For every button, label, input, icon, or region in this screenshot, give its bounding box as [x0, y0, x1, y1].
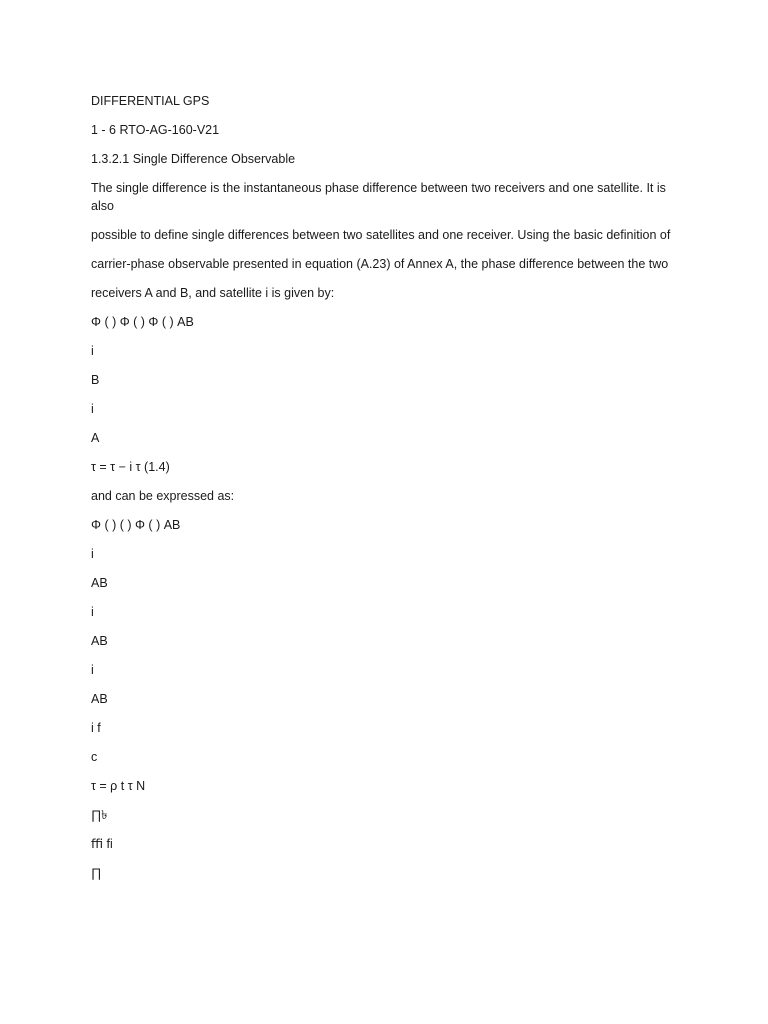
equation-fragment: i	[91, 402, 94, 416]
equation-fragment: AB	[91, 634, 108, 648]
equation-fragment: Φ ( ) Φ ( ) Φ ( ) AB	[91, 315, 194, 329]
paragraph-line: The single difference is the instantaneous phase difference between two receivers and one satellite. It is also	[91, 181, 666, 213]
equation-fragment: i	[91, 605, 94, 619]
paragraph-line: receivers A and B, and satellite i is given by:	[91, 286, 335, 300]
equation-fragment: i	[91, 663, 94, 677]
paragraph-line: carrier-phase observable presented in equation (A.23) of Annex A, the phase difference between the two	[91, 257, 669, 271]
equation-fragment: ∏৳	[91, 808, 108, 822]
equation-fragment: τ = τ − i τ (1.4)	[91, 460, 170, 474]
document-title: DIFFERENTIAL GPS	[91, 94, 210, 108]
equation-fragment: AB	[91, 576, 108, 590]
equation-fragment: i	[91, 344, 94, 358]
equation-fragment: ﬃ ﬁ	[91, 837, 113, 851]
equation-fragment: AB	[91, 692, 108, 706]
document-body	[91, 92, 681, 893]
equation-fragment: c	[91, 750, 98, 764]
equation-fragment: i	[91, 547, 94, 561]
equation-fragment: τ = ρ t τ N	[91, 779, 146, 793]
page-reference: 1 - 6 RTO-AG-160-V21	[91, 123, 220, 137]
equation-fragment: B	[91, 373, 100, 387]
paragraph-line: possible to define single differences between two satellites and one receiver. Using the basic definition of	[91, 228, 671, 242]
equation-fragment: A	[91, 431, 100, 445]
paragraph-line: and can be expressed as:	[91, 489, 235, 503]
equation-fragment: Φ ( ) ( ) Φ ( ) AB	[91, 518, 181, 532]
equation-fragment: i f	[91, 721, 101, 735]
section-heading: 1.3.2.1 Single Difference Observable	[91, 152, 296, 166]
equation-fragment: ∏	[91, 866, 102, 880]
